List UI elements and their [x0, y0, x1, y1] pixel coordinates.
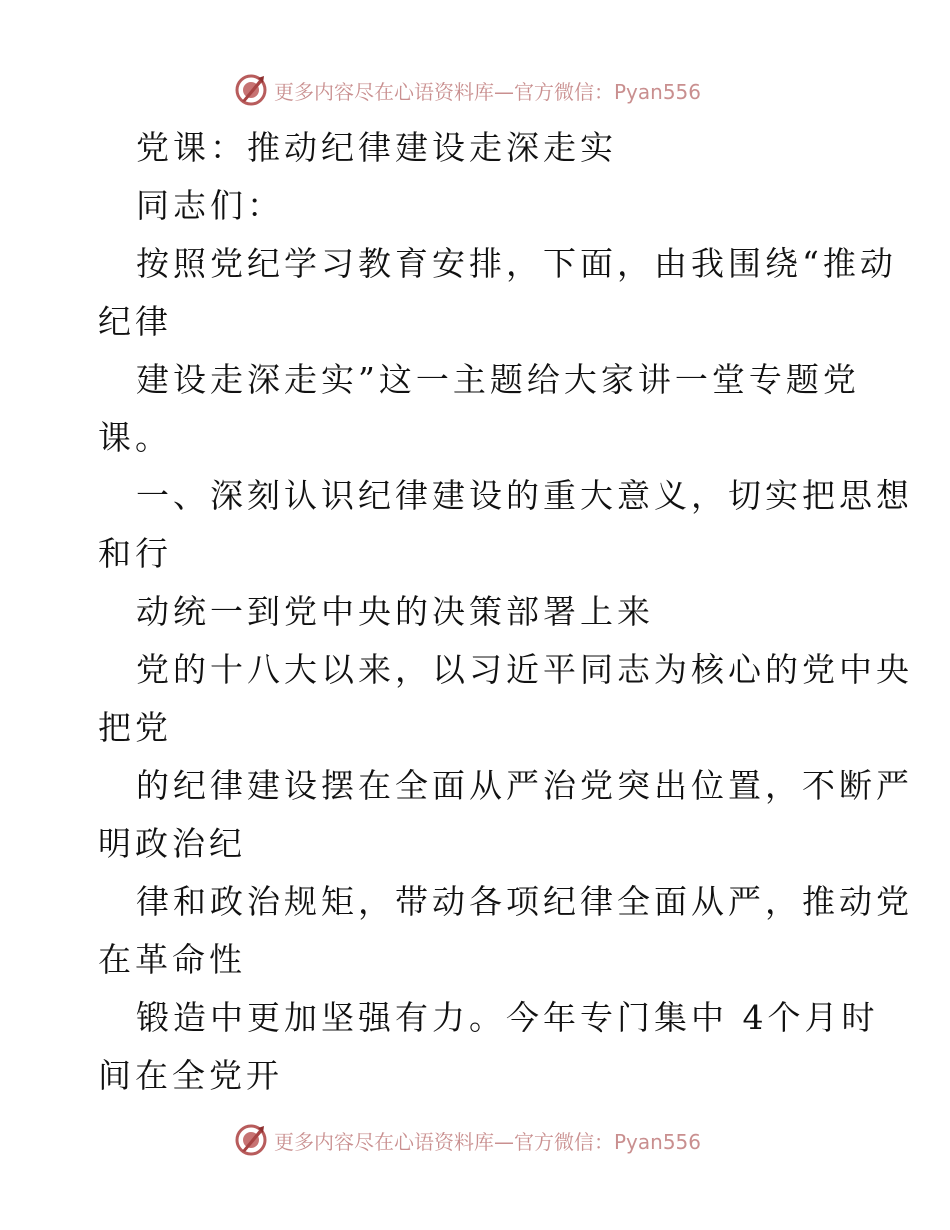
quill-pen-seal-icon [234, 1123, 268, 1157]
document-title: 党课：推动纪律建设走深走实 [136, 128, 617, 167]
paragraph-line: 建设走深走实”这一主题给大家讲一堂专题党 [136, 360, 860, 399]
watermark-text: 更多内容尽在心语资料库—官方微信：Pyan556 [274, 1129, 702, 1154]
paragraph-line: 的纪律建设摆在全面从严治党突出位置，不断严 [136, 766, 913, 805]
paragraph-line: 锻造中更加坚强有力。今年专门集中 4个月时 [136, 998, 879, 1037]
footer-watermark [234, 1122, 701, 1158]
paragraph-line: 党的十八大以来，以习近平同志为核心的党中央 [136, 650, 913, 689]
watermark-text: 更多内容尽在心语资料库—官方微信：Pyan556 [274, 79, 702, 104]
paragraph-line: 把党 [98, 708, 172, 747]
salutation: 同志们： [136, 186, 284, 225]
paragraph-line: 在革命性 [98, 940, 246, 979]
paragraph-line: 按照党纪学习教育安排，下面，由我围绕“推动 [136, 244, 897, 283]
section-heading-line: 和行 [98, 534, 172, 573]
paragraph-line: 律和政治规矩，带动各项纪律全面从严，推动党 [136, 882, 913, 921]
paragraph-line: 纪律 [98, 302, 172, 341]
section-heading-line: 动统一到党中央的决策部署上来 [136, 592, 654, 631]
paragraph-line: 课。 [98, 418, 172, 457]
paragraph-line: 间在全党开 [98, 1056, 283, 1095]
paragraph-line: 明政治纪 [98, 824, 246, 863]
section-heading-line: 一、深刻认识纪律建设的重大意义，切实把思想 [136, 476, 913, 515]
